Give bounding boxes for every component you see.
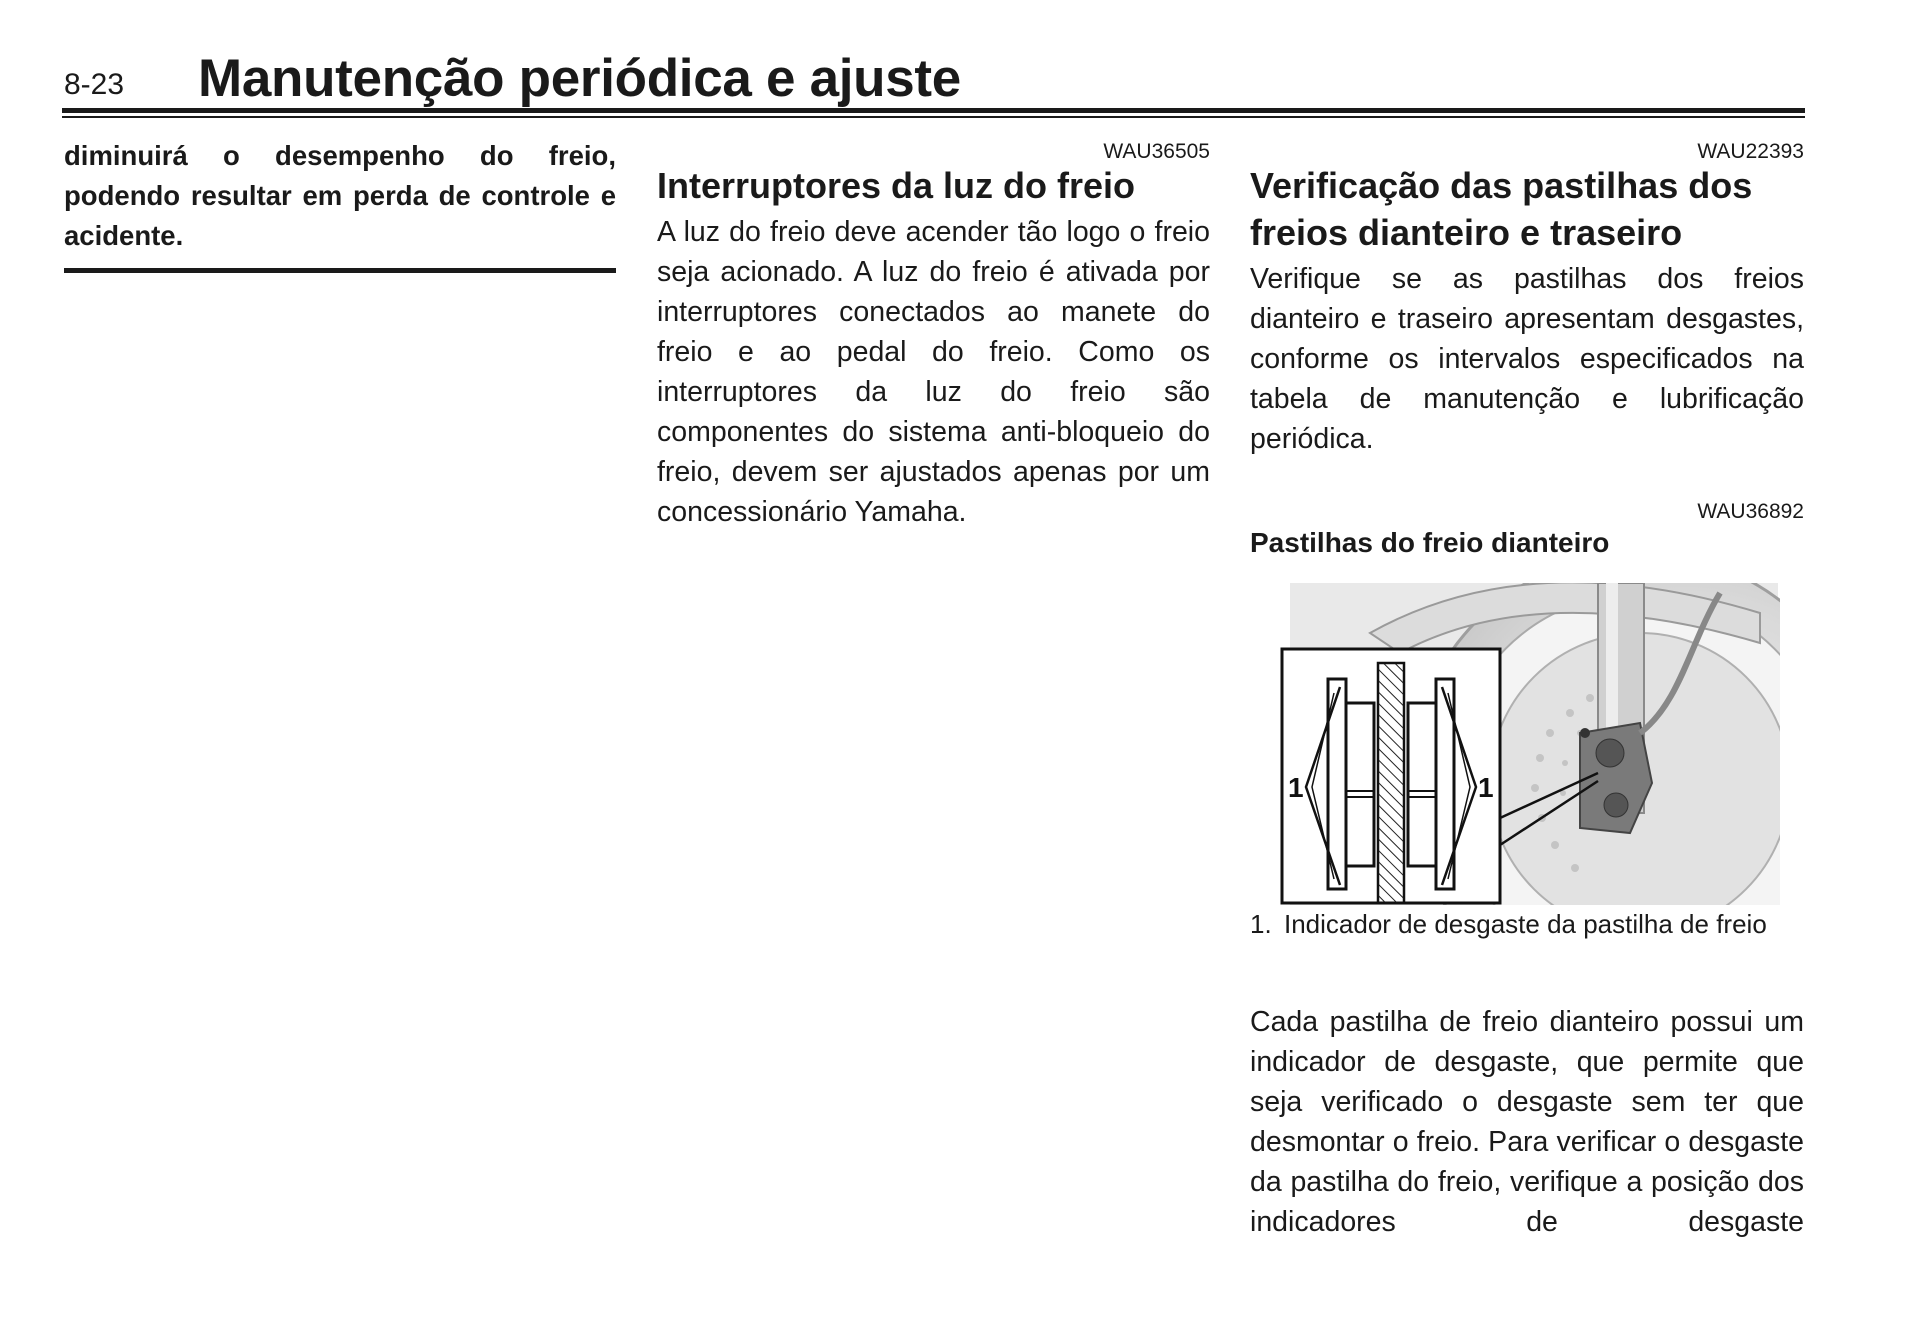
- section-code: WAU36505: [1103, 140, 1210, 163]
- brake-pad-illustration: [1280, 583, 1780, 905]
- subsection-title-front-pads: Pastilhas do freio dianteiro: [1250, 527, 1610, 558]
- section-title-brake-light: Interruptores da luz do freio: [657, 165, 1136, 206]
- callout-label-left: 1: [1288, 772, 1304, 803]
- section-code: WAU22393: [1697, 140, 1804, 163]
- callout-label-right: 1: [1478, 772, 1494, 803]
- header-rule: [62, 108, 1805, 113]
- page-number: 8-23: [64, 68, 125, 101]
- warning-end-rule: [64, 268, 616, 273]
- subsection-code: WAU36892: [1697, 500, 1804, 523]
- brake-pads-paragraph: Verifique se as pastilhas dos freios dianteiro e traseiro apresentam desgastes, conforme os intervalos especificados na tabela de manutenção e lubrificação periódica.: [1250, 263, 1804, 455]
- section-title-brake-pads: Verificação das pastilhas dos freios dianteiro e traseiro: [1250, 165, 1753, 253]
- brake-light-paragraph: A luz do freio deve acender tão logo o freio seja acionado. A luz do freio é ativada por interruptores conectados ao manete do freio e ao pedal do freio. Como os interruptores da luz do freio são componentes do sistema anti-bloqueio do freio, devem ser ajustados apenas por um concessionário Yamaha.: [657, 216, 1210, 528]
- page-title: Manutenção periódica e ajuste: [198, 49, 961, 108]
- header-rule-thin: [62, 116, 1805, 118]
- warning-text: diminuirá o desempenho do freio, podendo resultar em perda de controle e acidente.: [64, 140, 616, 251]
- caption-number: 1.: [1250, 909, 1272, 939]
- front-pads-paragraph: Cada pastilha de freio dianteiro possui um indicador de desgaste, que permite que seja verificado o desgaste sem ter que desmontar o freio. Para verificar o desgaste da pastilha do freio, verifique a posição dos indicadores de desgaste: [1250, 1006, 1804, 1238]
- caption-text: Indicador de desgaste da pastilha de freio: [1284, 909, 1767, 939]
- figure-caption: [1250, 908, 1770, 941]
